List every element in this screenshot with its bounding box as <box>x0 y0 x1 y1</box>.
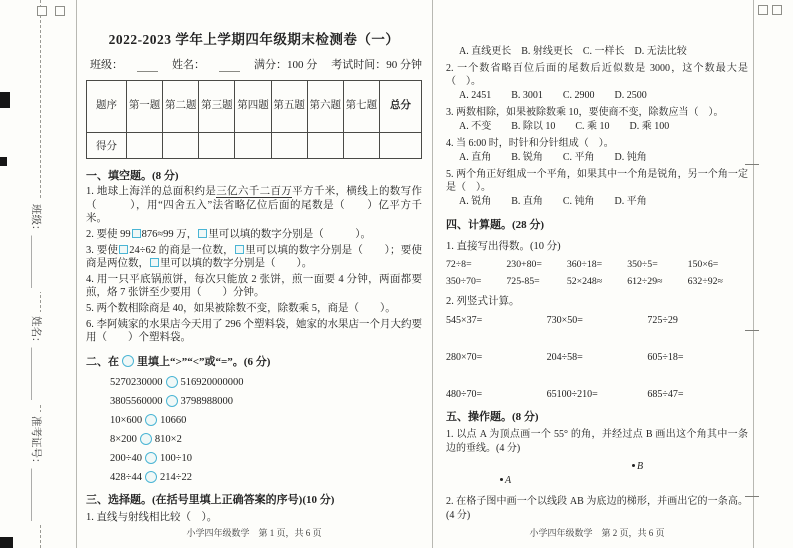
print-mark <box>0 92 10 108</box>
expression: 72÷8= <box>446 259 472 270</box>
comparison-row-2 <box>110 395 422 407</box>
expression: 65100÷210= <box>546 389 598 400</box>
comparison-left: 10×600 <box>110 414 143 426</box>
column-divider <box>432 0 433 548</box>
choice-question-4: 4. 当 6:00 时，时针和分针组成（ ）。 <box>446 138 614 149</box>
fill-item-1-text: 平方千米，横线上的数写作（ ），用“四舍五入”法省略亿位后面的尾数是（ ）亿平方千米。 <box>86 186 423 225</box>
column-calc-row-2 <box>446 352 748 363</box>
exam-title: 2022-2023 学年上学期四年级期末检测卷（一） <box>108 32 400 47</box>
expression: 360÷18= <box>566 259 603 270</box>
score-table <box>86 80 422 159</box>
page-1-column <box>86 28 422 525</box>
comparison-left: 5270230000 <box>110 376 163 388</box>
comparison-left: 200÷40 <box>110 452 143 464</box>
comparison-row-5 <box>110 452 422 464</box>
expression: 612÷29≈ <box>627 276 663 287</box>
fold-line-right <box>753 0 754 548</box>
binding-mark <box>37 6 47 16</box>
exam-time-label: 考试时间：90 分钟 <box>331 59 422 71</box>
score-cell <box>199 133 235 159</box>
blank-square <box>198 229 207 238</box>
fill-item-3: 3. 要使 24÷62 的商是一位数， 里可以填的数字分别是（ ）；要使商是两位数， 里可以填的数字分别是（ ）。 <box>86 244 423 270</box>
comparison-right: 810×2 <box>154 433 182 445</box>
point-a <box>500 475 511 486</box>
choice-options-4: A. 直角 B. 锐角 C. 平角 D. 钝角 <box>459 152 647 163</box>
seal-field-name: 姓名：＿＿＿＿＿ <box>29 312 44 404</box>
fill-item-1 <box>86 185 422 226</box>
blank-square <box>150 258 159 267</box>
score-cell <box>235 133 271 159</box>
expression: 685÷47= <box>647 389 684 400</box>
class-label: 班级： <box>90 59 123 71</box>
compare-circle <box>145 471 157 483</box>
choice-options-2: A. 2451 B. 3001 C. 2900 D. 2500 <box>459 90 647 101</box>
expression: 725-85= <box>506 276 540 287</box>
print-mark <box>0 537 13 548</box>
compare-circle <box>122 355 134 367</box>
score-cell <box>127 133 163 159</box>
footer-page-1: 小学四年级数学 第 1 页，共 6 页 <box>186 528 322 538</box>
mental-math-row-2 <box>446 276 748 287</box>
expression: 725÷29 <box>647 315 678 326</box>
comparison-right: 516920000000 <box>180 376 244 388</box>
operation-question-1: 1. 以点 A 为顶点画一个 55° 的角，并经过点 B 画出这个角其中一条边的垂线。(4 分) <box>446 429 748 454</box>
score-col-1: 第一题 <box>127 81 163 133</box>
point-a-dot <box>500 478 503 481</box>
point-b-label: B <box>637 461 644 472</box>
expression: 545×37= <box>446 315 483 326</box>
compare-circle <box>140 433 152 445</box>
fold-line-left <box>76 0 77 548</box>
score-cell <box>163 133 199 159</box>
fill-item-2: 2. 要使 99 876≈99 万， 里可以填的数字分别是（ ）。 <box>86 228 372 240</box>
page-2-column <box>446 44 748 522</box>
compare-circle <box>166 395 178 407</box>
score-cell <box>343 133 379 159</box>
score-col-6: 第六题 <box>307 81 343 133</box>
footer-page-2: 小学四年级数学 第 2 页，共 6 页 <box>529 528 665 538</box>
choice-options-3: A. 不变 B. 除以 10 C. 乘 10 D. 乘 100 <box>459 121 670 132</box>
column-calc-row-3 <box>446 389 748 400</box>
point-b-dot <box>632 464 635 467</box>
score-cell <box>271 133 307 159</box>
expression: 350÷5= <box>627 259 658 270</box>
full-score-label: 满分：100 分 <box>254 59 318 71</box>
comparison-right: 3798988000 <box>180 395 233 407</box>
binding-mark <box>758 5 768 15</box>
fill-item-5: 5. 两个数相除商是 40，如果被除数不变，除数乘 5，商是（ ）。 <box>86 303 396 315</box>
choice-question-1: 1. 直线与射线相比较（ ）。 <box>86 512 218 524</box>
expression: 350÷70= <box>446 276 482 287</box>
expression: 480÷70= <box>446 389 483 400</box>
comparison-row-6 <box>110 471 422 483</box>
column-calc-row-1 <box>446 315 748 326</box>
section-3-heading: 三、选择题。(在括号里填上正确答案的序号)(10 分) <box>86 494 335 507</box>
compare-circle <box>145 452 157 464</box>
binding-mark <box>772 5 782 15</box>
expression: 52×248≈ <box>566 276 603 287</box>
expression: 730×50= <box>546 315 583 326</box>
score-col-3: 第三题 <box>199 81 235 133</box>
score-cell <box>380 133 422 159</box>
angle-drawing-area <box>446 455 748 491</box>
choice-question-2: 2. 一个数省略百位后面的尾数后近似数是 3000，这个数最大是（ ）。 <box>446 63 748 87</box>
choice-question-3: 3. 两数相除，如果被除数乘 10，要使商不变，除数应当（ ）。 <box>446 107 724 118</box>
choice-options-1: A. 直线更长 B. 射线更长 C. 一样长 D. 无法比较 <box>459 46 687 57</box>
name-blank <box>219 60 240 72</box>
exam-info-line <box>86 56 422 72</box>
section-5-heading: 五、操作题。(8 分) <box>446 411 539 423</box>
comparison-row-4 <box>110 433 422 445</box>
blank-square <box>235 245 244 254</box>
print-mark <box>0 157 7 166</box>
score-row-label: 得分 <box>87 133 127 159</box>
blank-square <box>132 229 141 238</box>
score-col-2: 第二题 <box>163 81 199 133</box>
seal-field-ticket: 准考证号：＿＿＿＿＿ <box>29 412 44 525</box>
choice-question-5: 5. 两个角正好组成一个平角，如果其中一个角是锐角，另一个角一定是（ ）。 <box>446 169 748 193</box>
score-table-corner: 题序 <box>87 81 127 133</box>
name-label: 姓名： <box>172 59 205 71</box>
mental-math-row-1 <box>446 259 748 270</box>
comparison-right: 214÷22 <box>160 471 193 483</box>
class-blank <box>137 60 158 72</box>
fill-item-6: 6. 李阿姨家的水果店今天用了 296 个塑料袋，她家的水果店一个月大约要用（ ）个塑料袋。 <box>86 318 422 344</box>
expression: 230+80= <box>506 259 542 270</box>
fill-item-4: 4. 用一只平底锅煎饼，每次只能放 2 张饼，煎一面要 4 分钟，两面都要煎，烙 7 张饼至少要用（ ）分钟。 <box>86 273 422 299</box>
point-a-label: A <box>505 475 512 486</box>
comparison-left: 428÷44 <box>110 471 143 483</box>
score-col-7: 第七题 <box>343 81 379 133</box>
column-calc-heading: 2. 列竖式计算。 <box>446 296 520 307</box>
compare-circle <box>166 376 178 388</box>
expression: 280×70= <box>446 352 483 363</box>
seal-field-class: 班级：＿＿＿＿＿ <box>29 200 44 292</box>
section-1-heading: 一、填空题。(8 分) <box>86 170 179 182</box>
point-b <box>632 461 643 472</box>
score-col-4: 第四题 <box>235 81 271 133</box>
comparison-row-3 <box>110 414 422 426</box>
comparison-right: 100÷10 <box>160 452 193 464</box>
underlined-number: 三亿六千二百万 <box>216 186 293 197</box>
fill-item-1-text: 1. 地球上海洋的总面积约是 <box>86 186 217 197</box>
score-col-total: 总分 <box>380 81 422 133</box>
compare-circle <box>145 414 157 426</box>
score-col-5: 第五题 <box>271 81 307 133</box>
comparison-left: 3805560000 <box>110 395 163 407</box>
expression: 150×6= <box>687 259 719 270</box>
expression: 605÷18= <box>647 352 684 363</box>
binding-mark <box>55 6 65 16</box>
expression: 204÷58= <box>546 352 583 363</box>
mental-math-heading: 1. 直接写出得数。(10 分) <box>446 241 561 252</box>
section-4-heading: 四、计算题。(28 分) <box>446 219 545 231</box>
choice-options-5: A. 锐角 B. 直角 C. 钝角 D. 平角 <box>459 196 647 207</box>
comparison-left: 8×200 <box>110 433 137 445</box>
comparison-row-1 <box>110 376 422 388</box>
section-2-heading: 二、在 里填上“>”“<”或“=”。(6 分) <box>86 356 271 369</box>
score-cell <box>307 133 343 159</box>
comparison-right: 10660 <box>160 414 187 426</box>
blank-square <box>119 245 128 254</box>
expression: 632÷92≈ <box>687 276 723 287</box>
operation-question-2: 2. 在格子图中画一个以线段 AB 为底边的梯形，并画出它的一条高。(4 分) <box>446 496 748 521</box>
